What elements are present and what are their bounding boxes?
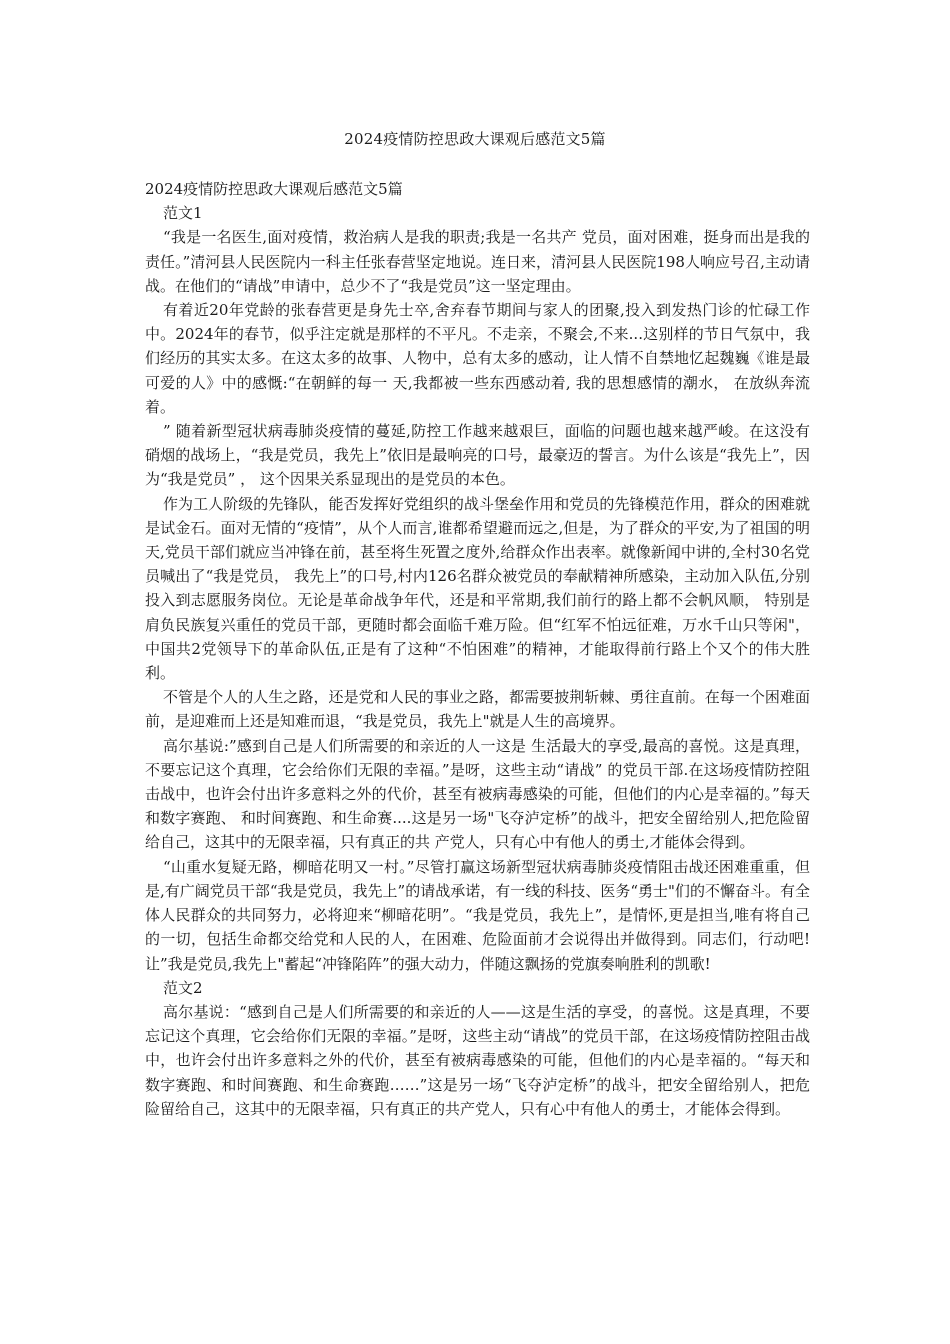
paragraph: 不管是个人的人生之路，还是党和人民的事业之路，都需要披荆斩棘、勇往直前。在每一个困难面前，是迎难而上还是知难而退，“我是党员，我先上"就是人生的高境界。 [145,688,810,731]
paragraph: ” 随着新型冠状病毒肺炎疫情的蔓延,防控工作越来越艰巨，面临的问题也越来越严峻。在这没有硝烟的战场上，“我是党员，我先上”依旧是最响亮的口号，最豪迈的誓言。为什么该是“我先上”，因为“我是党员” ， 这个因果关系显现出的是党员的本色。 [145,422,810,489]
paragraph: 高尔基说:”感到自己是人们所需要的和亲近的人一这是 生活最大的享受,最高的喜悦。这是真理，不要忘记这个真理，它会给你们无限的幸福。”是呀，这些主动“请战” 的党员干部.在这场疫情防控阻击战中，也许会付出许多意料之外的代价，甚至有被病毒感染的可能，但他们的内心是幸福的。”每天和数字赛跑、 和时间赛跑、和生命赛....这是另一场"飞夺泸定桥”的战斗，把安全留给别人,把危险留给自己，这其中的无限幸福，只有真正的共 产党人，只有心中有他人的勇士,才能体会得到。 [145,736,810,852]
document-body [145,177,810,1121]
document-title: 2024疫情防控思政大课观后感范文5篇 [344,130,606,148]
document-subtitle: 2024疫情防控思政大课观后感范文5篇 [145,180,403,198]
paragraph: “山重水复疑无路，柳暗花明又一村。”尽管打赢这场新型冠状病毒肺炎疫情阻击战还困难重重，但是,有广阔党员干部“我是党员，我先上”的请战承诺，有一线的科技、医务“勇士"们的不懈奋斗。有全体人民群众的共同努力，必将迎来“柳暗花明”。“我是党员，我先上”，是情怀,更是担当,唯有将自己的一切，包括生命都交给党和人民的人，在困难、危险面前才会说得出并做得到。同志们，行动吧!让”我是党员,我先上"蓄起“冲锋陷阵”的强大动力，伴随这飘扬的党旗奏响胜利的凯歌! [145,857,810,973]
paragraph: 有着近20年党龄的张春营更是身先士卒,舍弃春节期间与家人的团聚,投入到发热门诊的忙碌工作中。2024年的春节，似乎注定就是那样的不平凡。不走亲，不聚会,不来...这别样的节日气氛中，我们经历的其实太多。在这太多的故事、人物中，总有太多的感动，让人情不自禁地忆起魏巍《谁是最可爱的人》中的感慨:“在朝鲜的每一 天,我都被一些东西感动着, 我的思想感情的潮水， 在放纵奔流着。 [145,301,810,416]
paragraph: 作为工人阶级的先锋队，能否发挥好党组织的战斗堡垒作用和党员的先锋模范作用，群众的困难就是试金石。面对无情的“疫情”，从个人而言,谁都希望避而远之,但是，为了群众的平安,为了祖国的明天,党员干部们就应当冲锋在前，甚至将生死置之度外,给群众作出表率。就像新闻中讲的,全村30名党员喊出了“我是党员， 我先上”的口号,村内126名群众被党员的奉献精神所感染，主动加入队伍,分别投入到志愿服务岗位。无论是革命战争年代，还是和平常期,我们前行的路上都不会帆风顺， 特别是肩负民族复兴重任的党员干部，更随时都会面临千难万险。但“红军不怕远征难，万水千山只等闲"，中国共2党领导下的革命队伍,正是有了这种“不怕困难”的精神，才能取得前行路上个又个的伟大胜利。 [145,494,810,683]
section-label-2: 范文2 [163,978,203,997]
paragraph: “我是一名医生,面对疫情，救治病人是我的职责;我是一名共产 党员，面对困难，挺身而出是我的责任。”清河县人民医院内一科主任张春营坚定地说。连日来，清河县人民医院198人响应号召,主动请战。在他们的“请战”申请中，总少不了“我是党员”这一坚定理由。 [145,228,810,295]
section-label-1: 范文1 [163,204,203,223]
paragraph: 高尔基说：“感到自己是人们所需要的和亲近的人——这是生活的享受，的喜悦。这是真理，不要忘记这个真理，它会给你们无限的幸福。”是呀，这些主动“请战”的党员干部，在这场疫情防控阻击战中，也许会付出许多意料之外的代价，甚至有被病毒感染的可能，但他们的内心是幸福的。“每天和数字赛跑、和时间赛跑、和生命赛跑……”这是另一场“飞夺泸定桥”的战斗，把安全留给别人，把危险留给自己，这其中的无限幸福，只有真正的共产党人，只有心中有他人的勇士，才能体会得到。 [145,1002,810,1118]
